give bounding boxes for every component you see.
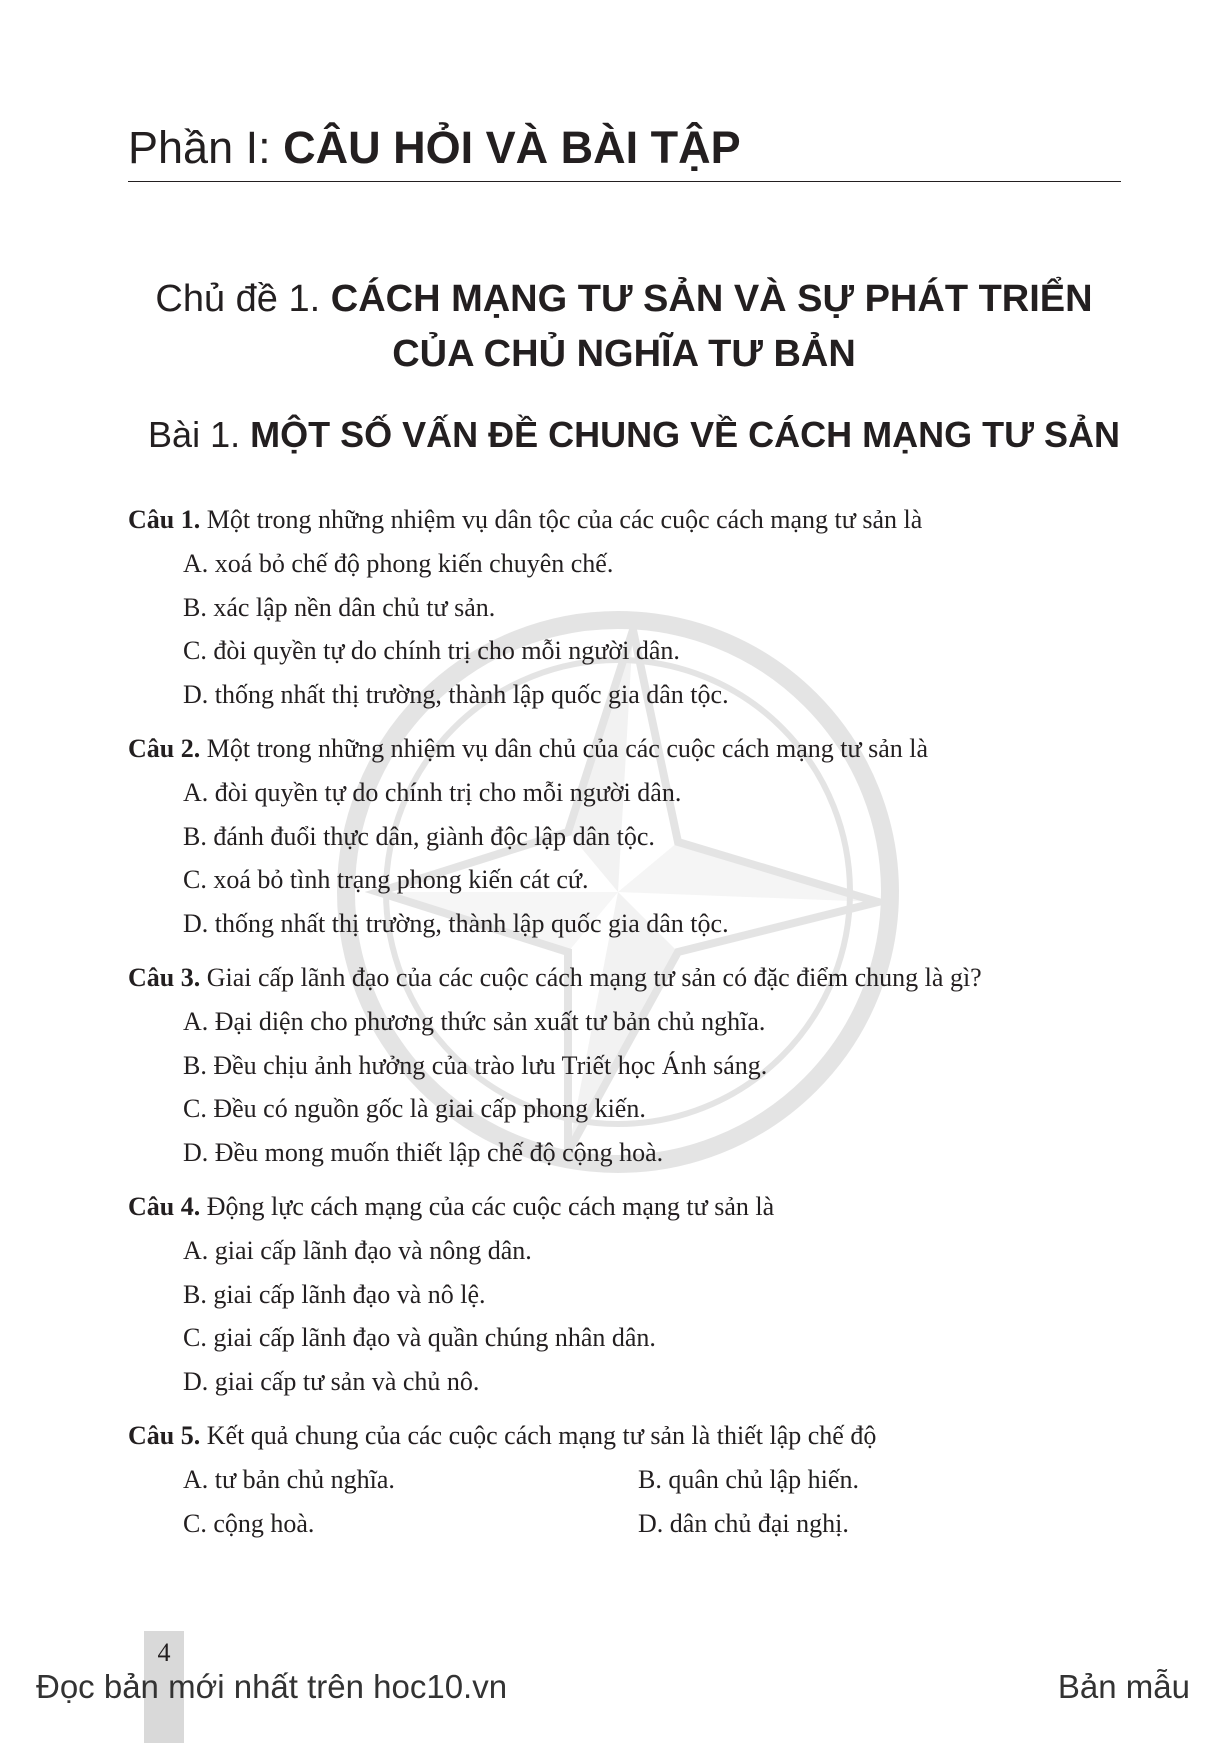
option-c: C. đòi quyền tự do chính trị cho mỗi người dân. [183, 636, 680, 665]
question-stem [128, 1414, 1120, 1458]
question-stem [128, 1185, 1120, 1229]
option-a: A. giai cấp lãnh đạo và nông dân. [183, 1236, 532, 1265]
topic-title-line2: CỦA CHỦ NGHĨA TƯ BẢN [392, 333, 856, 375]
part-prefix: Phần I: [128, 122, 284, 173]
question-2 [128, 727, 1120, 945]
option-a: A. đòi quyền tự do chính trị cho mỗi người dân. [183, 778, 682, 807]
option-list [128, 1000, 1120, 1174]
option-b: B. quân chủ lập hiến. [638, 1465, 859, 1494]
footer-sample-label: Bản mẫu [1057, 1668, 1190, 1705]
question-stem [128, 956, 1120, 1000]
option-d: D. thống nhất thị trường, thành lập quốc gia dân tộc. [183, 908, 729, 938]
part-title [128, 118, 1120, 178]
option-list [128, 1458, 1120, 1545]
lesson-title [128, 410, 1120, 460]
option-a: A. xoá bỏ chế độ phong kiến chuyên chế. [183, 549, 614, 578]
question-number: Câu 2. [128, 734, 201, 763]
option-c: C. giai cấp lãnh đạo và quần chúng nhân dân. [183, 1323, 656, 1352]
question-5 [128, 1414, 1120, 1545]
question-list [128, 498, 1120, 1556]
question-stem [128, 727, 1120, 771]
header-divider [128, 181, 1121, 182]
option-b: B. giai cấp lãnh đạo và nô lệ. [183, 1279, 486, 1309]
question-text: Một trong những nhiệm vụ dân chủ của các cuộc cách mạng tư sản là [200, 734, 929, 763]
topic-prefix: Chủ đề 1. [155, 278, 331, 320]
option-a: A. tư bản chủ nghĩa. [183, 1465, 395, 1494]
question-number: Câu 5. [128, 1421, 201, 1450]
option-d: D. giai cấp tư sản và chủ nô. [183, 1366, 480, 1396]
question-3 [128, 956, 1120, 1174]
option-b: B. xác lập nền dân chủ tư sản. [183, 592, 496, 622]
question-number: Câu 4. [128, 1192, 201, 1221]
question-text: Giai cấp lãnh đạo của các cuộc cách mạng tư sản có đặc điểm chung là gì? [200, 963, 982, 992]
footer-link-text: Đọc bản mới nhất trên hoc10.vn [36, 1668, 508, 1705]
page-number: 4 [157, 1638, 171, 1667]
question-text: Động lực cách mạng của các cuộc cách mạng tư sản là [200, 1192, 775, 1221]
question-1 [128, 498, 1120, 716]
option-list [128, 771, 1120, 945]
option-a: A. Đại diện cho phương thức sản xuất tư bản chủ nghĩa. [183, 1007, 766, 1036]
question-stem [128, 498, 1120, 542]
question-text: Kết quả chung của các cuộc cách mạng tư sản là thiết lập chế độ [200, 1421, 877, 1450]
lesson-heading: MỘT SỐ VẤN ĐỀ CHUNG VỀ CÁCH MẠNG TƯ SẢN [250, 414, 1120, 455]
option-list [128, 542, 1120, 716]
lesson-prefix: Bài 1. [148, 414, 251, 455]
option-b: B. Đều chịu ảnh hưởng của trào lưu Triết học Ánh sáng. [183, 1050, 768, 1080]
question-number: Câu 3. [128, 963, 201, 992]
option-d: D. thống nhất thị trường, thành lập quốc gia dân tộc. [183, 679, 729, 709]
option-d: D. dân chủ đại nghị. [638, 1508, 849, 1538]
question-text: Một trong những nhiệm vụ dân tộc của các cuộc cách mạng tư sản là [200, 505, 923, 534]
topic-title-line1: CÁCH MẠNG TƯ SẢN VÀ SỰ PHÁT TRIỂN [330, 278, 1093, 320]
option-b: B. đánh đuổi thực dân, giành độc lập dân tộc. [183, 821, 655, 851]
option-c: C. cộng hoà. [183, 1508, 315, 1538]
part-heading: CÂU HỎI VÀ BÀI TẬP [283, 122, 741, 173]
option-c: C. xoá bỏ tình trạng phong kiến cát cứ. [183, 865, 589, 894]
question-number: Câu 1. [128, 505, 201, 534]
topic-title [128, 272, 1120, 382]
option-list [128, 1229, 1120, 1403]
option-c: C. Đều có nguồn gốc là giai cấp phong kiến. [183, 1094, 646, 1123]
question-4 [128, 1185, 1120, 1403]
option-d: D. Đều mong muốn thiết lập chế độ cộng hoà. [183, 1137, 664, 1167]
